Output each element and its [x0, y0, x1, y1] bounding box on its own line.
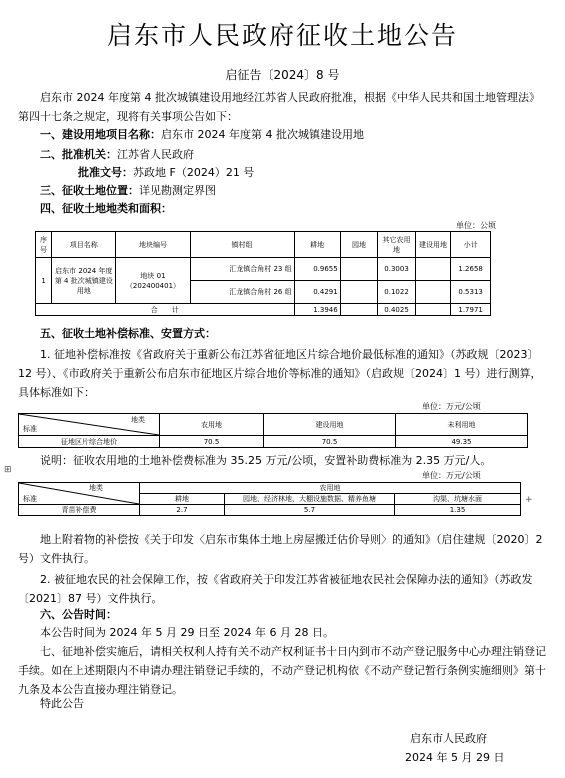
table2-corner-bottom: 标准 — [23, 425, 37, 433]
table1-total-xiaoji: 1.7971 — [451, 304, 491, 316]
crop-compensation-table — [18, 482, 521, 516]
table1-yuandi — [340, 281, 378, 304]
table-row — [19, 505, 521, 516]
paragraph-deregistration: 七、征地补偿实施后，请相关权利人持有关不动产权利证书十日内到市不动产登记服务中心办理注销登记手续。如在上述期限内不申请办理注销登记手续的，不动产登记机构依《不动产登记暂行条例实施细则》第十九条及本公告直接办理注销登记。 — [18, 645, 546, 696]
table1-xiaoji: 0.5313 — [451, 281, 491, 304]
table3-corner — [19, 483, 140, 505]
diagonal-line-icon — [19, 483, 139, 504]
section-2-text: 江苏省人民政府 — [117, 148, 194, 161]
table1-gengdi: 0.9655 — [294, 258, 340, 281]
section-1 — [40, 126, 364, 144]
section-1-head: 一、建设用地项目名称： — [40, 128, 161, 141]
table1-header: 园地 — [340, 232, 378, 258]
table1-header: 项目名称 — [52, 232, 116, 258]
section-1-text: 启东市 2024 年度第 4 批次城镇建设用地 — [161, 128, 364, 141]
section-6 — [40, 606, 117, 624]
document-number: 启征告〔2024〕8 号 — [225, 68, 340, 82]
section-2b-text: 苏政地 F（2024）21 号 — [133, 166, 255, 179]
table2-row-label: 征地区片综合地价 — [19, 436, 160, 448]
table1-yuandi — [340, 258, 378, 281]
section-5 — [40, 325, 216, 343]
table2-corner — [19, 414, 160, 436]
intro-paragraph: 启东市 2024 年度第 4 批次城镇建设用地经江苏省人民政府批准，根据《中华人民共和国土地管理法》第四十七条之规定，现将有关事项公告如下： — [18, 91, 540, 123]
table1-header: 镇村组 — [190, 232, 294, 258]
table1-unit: 单位：公顷 — [456, 221, 496, 230]
table1-total-jianshe — [415, 304, 450, 316]
section-4 — [40, 200, 172, 218]
table1-header: 地块编号 — [116, 232, 190, 258]
table1-parcel: 地块 01（202400401） — [116, 258, 190, 304]
table3-header: 沟渠、坑塘水面 — [395, 494, 521, 505]
table3-corner-bottom: 标准 — [23, 495, 37, 503]
table-row — [36, 258, 491, 281]
section-4-head: 四、征收土地地类和面积： — [40, 202, 172, 215]
land-price-table — [18, 413, 528, 448]
table1-header: 小计 — [451, 232, 491, 258]
table-add-column-icon[interactable]: + — [525, 495, 533, 505]
signature-organization: 启东市人民政府 — [410, 732, 487, 745]
table1-gengdi: 0.4291 — [294, 281, 340, 304]
table1-village: 汇龙镇合角村 26 组 — [190, 281, 294, 304]
section-5-head: 五、征收土地补偿标准、安置方式： — [40, 327, 216, 340]
signature-date: 2024 年 5 月 29 日 — [405, 751, 505, 764]
table3-corner-top: 地类 — [89, 484, 103, 492]
table1-header: 建设用地 — [415, 232, 450, 258]
table2-value: 70.5 — [160, 436, 264, 448]
table1-jianshe — [415, 258, 450, 281]
page-title: 启东市人民政府征收土地公告 — [106, 21, 458, 50]
section-2b-head: 批准文号： — [78, 166, 133, 179]
section-2 — [40, 146, 194, 164]
table-move-handle-icon[interactable]: ⊞ — [4, 465, 12, 475]
table1-total-label: 合 计 — [36, 304, 295, 316]
paragraph-social-security: 2. 被征地农民的社会保障工作，按《省政府关于印发江苏省被征地农民社会保障办法的通知》（苏政发〔2021〕87 号）文件执行。 — [18, 573, 533, 605]
table3-value: 2.7 — [140, 505, 225, 516]
table2-corner-top: 地类 — [131, 416, 145, 424]
table1-total-row — [36, 304, 491, 316]
paragraph-compensation-standard: 1. 征地补偿标准按《省政府关于重新公布江苏省征地区片综合地价最低标准的通知》（苏政规〔2023〕12 号）、《市政府关于重新公布启东市征地区片综合地价等标准的通知》（启政规〔2024〕1 号）进行测算，具体标准如下： — [18, 348, 542, 399]
table1-qita: 0.3003 — [378, 258, 416, 281]
table2-value: 49.35 — [396, 436, 528, 448]
table3-header: 耕地 — [140, 494, 225, 505]
closing-text: 特此公告 — [40, 697, 84, 710]
section-6-head: 六、公告时间： — [40, 608, 117, 621]
table1-project: 启东市 2024 年度第 4 批次城镇建设用地 — [52, 258, 116, 304]
table1-seq: 1 — [36, 258, 52, 304]
section-3-text: 详见勘测定界图 — [139, 184, 216, 197]
table2-value: 70.5 — [264, 436, 396, 448]
table3-group-header: 农用地 — [140, 483, 521, 494]
section-2b — [78, 164, 254, 182]
table1-header: 序号 — [36, 232, 52, 258]
table1-jianshe — [415, 281, 450, 304]
table2-header: 建设用地 — [264, 414, 396, 436]
table1-xiaoji: 1.2658 — [451, 258, 491, 281]
table2-unit: 单位：万元/公顷 — [422, 402, 481, 411]
table2-header: 未利用地 — [396, 414, 528, 436]
table3-value: 1.35 — [395, 505, 521, 516]
table1-total-qita: 0.4025 — [378, 304, 416, 316]
table1-header-row — [36, 232, 491, 258]
section-2-head: 二、批准机关： — [40, 148, 117, 161]
table3-group-row — [19, 483, 521, 494]
table3-header: 园地、经济林地、大棚设施数据、精养鱼塘 — [225, 494, 395, 505]
table1-qita: 0.1022 — [378, 281, 416, 304]
table1-total-yuandi — [340, 304, 378, 316]
table3-row-label: 青苗补偿费 — [19, 505, 140, 516]
paragraph-attachments: 地上附着物的补偿按《关于印发〈启东市集体土地上房屋搬迁估价导则〉的通知》（启住建规〔2020〕2 号）文件执行。 — [18, 533, 543, 565]
section-3-head: 三、征收土地位置： — [40, 184, 139, 197]
compensation-note: 说明：征收农用地的土地补偿费标准为 35.25 万元/公顷，安置补助费标准为 2.35 万元/人。 — [40, 454, 492, 467]
land-area-table — [35, 231, 491, 316]
table2-header-row — [19, 414, 528, 436]
section-3 — [40, 182, 216, 200]
table1-village: 汇龙镇合角村 23 组 — [190, 258, 294, 281]
table3-value: 5.7 — [225, 505, 395, 516]
announcement-period: 本公告时间为 2024 年 5 月 29 日至 2024 年 6 月 28 日。 — [40, 626, 334, 639]
table1-header: 耕地 — [294, 232, 340, 258]
table3-unit: 单位：万元/公顷 — [422, 471, 481, 480]
table2-header: 农用地 — [160, 414, 264, 436]
table1-header: 其它农用地 — [378, 232, 416, 258]
table-row — [19, 436, 528, 448]
table1-total-gengdi: 1.3946 — [294, 304, 340, 316]
